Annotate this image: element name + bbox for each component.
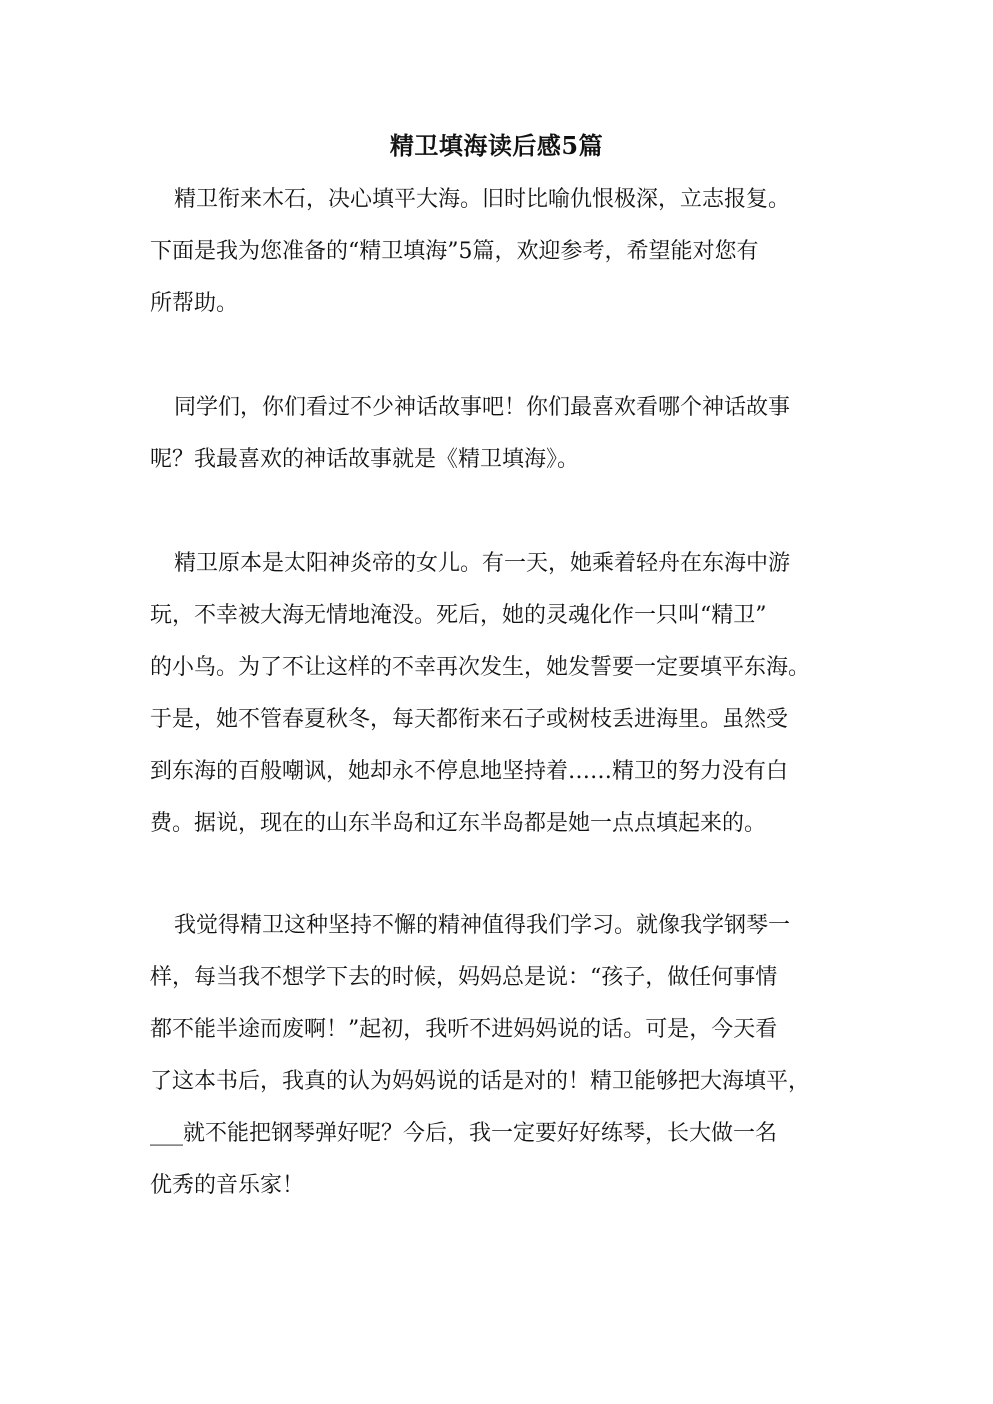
text-line: 精卫原本是太阳神炎帝的女儿。有一天，她乘着轻舟在东海中游 <box>174 551 791 576</box>
text-line: 的小鸟。为了不让这样的不幸再次发生，她发誓要一定要填平东海。 <box>150 655 811 680</box>
text-line: 下面是我为您准备的“精卫填海”5篇，欢迎参考，希望能对您有 <box>150 239 759 264</box>
text-line: 都不能半途而废啊！”起初，我听不进妈妈说的话。可是，今天看 <box>150 1017 778 1042</box>
document-title: 精卫填海读后感5篇 <box>389 131 604 160</box>
text-line: 样，每当我不想学下去的时候，妈妈总是说：“孩子，做任何事情 <box>150 965 778 990</box>
intro-paragraph <box>150 174 840 330</box>
text-line: 优秀的音乐家！ <box>150 1173 305 1198</box>
text-line: 精卫衔来木石，决心填平大海。旧时比喻仇恨极深，立志报复。 <box>174 187 791 212</box>
text-line: 呢？我最喜欢的神话故事就是《精卫填海》。 <box>150 447 580 472</box>
text-line: 所帮助。 <box>150 291 239 316</box>
body-paragraph <box>150 382 840 486</box>
body-paragraph <box>150 538 840 850</box>
text-line: 了这本书后，我真的认为妈妈说的话是对的！精卫能够把大海填平， <box>150 1069 811 1094</box>
text-line: 玩，不幸被大海无情地淹没。死后，她的灵魂化作一只叫“精卫” <box>150 603 767 628</box>
text-line: 到东海的百般嘲讽，她却永不停息地坚持着……精卫的努力没有白 <box>150 759 789 784</box>
text-line: 同学们，你们看过不少神话故事吧！你们最喜欢看哪个神话故事 <box>174 395 791 420</box>
body-paragraph <box>150 900 840 1212</box>
text-line: 于是，她不管春夏秋冬，每天都衔来石子或树枝丢进海里。虽然受 <box>150 707 789 732</box>
text-line: ___就不能把钢琴弹好呢？今后，我一定要好好练琴，长大做一名 <box>150 1121 778 1146</box>
text-line: 我觉得精卫这种坚持不懈的精神值得我们学习。就像我学钢琴一 <box>174 913 791 938</box>
text-line: 费。据说，现在的山东半岛和辽东半岛都是她一点点填起来的。 <box>150 811 767 836</box>
